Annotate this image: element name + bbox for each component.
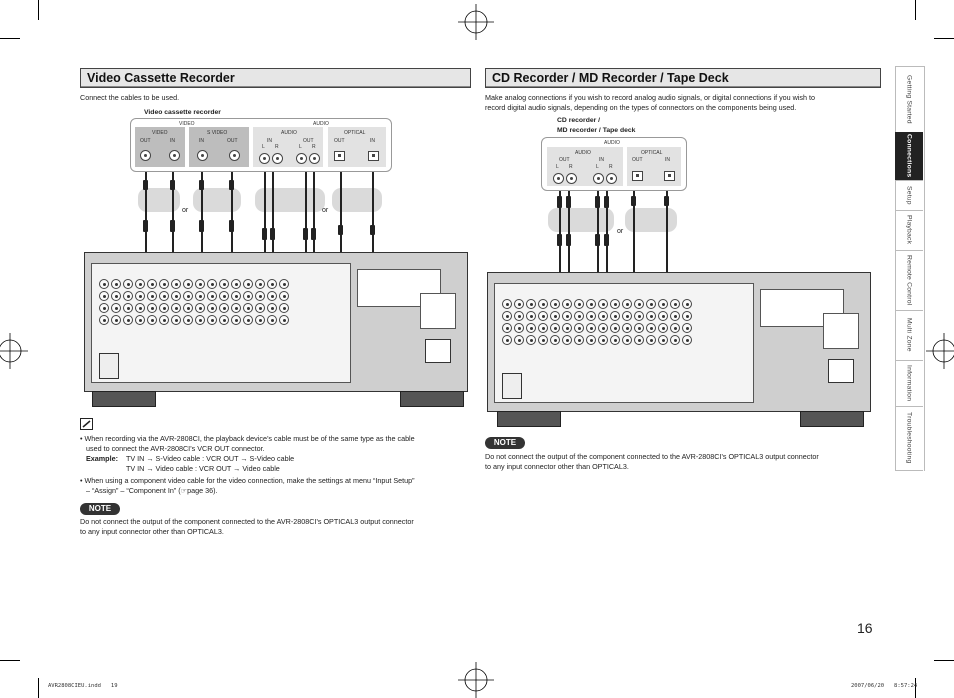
in-label: IN (267, 138, 272, 144)
r-label: R (569, 164, 573, 170)
s-video-label: S VIDEO (207, 130, 228, 136)
out-label: OUT (334, 138, 345, 144)
example-label: Example: (86, 454, 118, 463)
plug (311, 228, 316, 240)
note-right-line-1: Do not connect the output of the component connected to the AVR-2808CI’s OPTICAL3 output connector (485, 452, 819, 461)
l-label: L (556, 164, 559, 170)
plug (566, 196, 571, 208)
example-line-2: TV IN → Video cable : VCR OUT → Video cable (126, 464, 280, 473)
video-out-jack (140, 150, 151, 161)
receiver-foot (497, 411, 561, 427)
plug (595, 234, 600, 246)
cd-rear-panel (541, 137, 687, 191)
cd-audio-jack-box (547, 147, 623, 186)
audio-group-label: AUDIO (604, 140, 620, 146)
out-label: OUT (227, 138, 238, 144)
tab-multi-zone[interactable] (895, 310, 923, 361)
receiver-foot (400, 391, 464, 407)
note-right-line-2: to any input connector other than OPTICAL3. (485, 462, 629, 471)
crop-mark (0, 660, 20, 661)
plug (199, 180, 204, 190)
plug (170, 180, 175, 190)
optical-in-connector (368, 151, 379, 161)
out-label: OUT (632, 157, 643, 163)
or-label-audio: or (322, 207, 329, 214)
footer-timestamp: 2007/06/20 8:57:24 (851, 683, 918, 689)
cd-audio-in-r-jack (606, 173, 617, 184)
vcr-rear-panel (130, 118, 392, 172)
registration-mark-bottom (458, 662, 494, 698)
plug (370, 225, 375, 235)
l-label: L (299, 144, 302, 150)
svideo-out-jack (229, 150, 240, 161)
cable (340, 172, 342, 252)
r-label: R (312, 144, 316, 150)
plug (270, 228, 275, 240)
audio-jack-box (253, 127, 323, 167)
plug (303, 228, 308, 240)
plug (595, 196, 600, 208)
r-label: R (275, 144, 279, 150)
optical-out-connector (334, 151, 345, 161)
registration-mark-top (458, 4, 494, 40)
note-left-line-2: to any input connector other than OPTICAL3. (80, 527, 224, 536)
out-label: OUT (140, 138, 151, 144)
tab-information[interactable] (895, 360, 923, 407)
l-label: L (262, 144, 265, 150)
tab-label: Playback (905, 215, 913, 245)
note-badge-right: NOTE (485, 437, 525, 449)
receiver-foot (800, 411, 864, 427)
out-label: OUT (303, 138, 314, 144)
r-label: R (609, 164, 613, 170)
optical-jack-box (328, 127, 386, 167)
crop-mark (38, 0, 39, 20)
bullet-2-line-2: – “Assign” – “Component In” (☞page 36). (86, 486, 218, 495)
tab-label: Multi Zone (905, 318, 913, 352)
video-jack-box (135, 127, 185, 167)
tab-label: Information (905, 364, 913, 402)
plug (143, 180, 148, 190)
section-title-vcr: Video Cassette Recorder (80, 68, 471, 88)
cd-audio-out-r-jack (566, 173, 577, 184)
audio-in-r-jack (272, 153, 283, 164)
example-line-1: TV IN → S-Video cable : VCR OUT → S-Video cable (126, 454, 295, 463)
speaker-switch-block (420, 293, 456, 329)
audio-out-r-jack (309, 153, 320, 164)
plug (229, 180, 234, 190)
plug (566, 234, 571, 246)
page-number: 16 (857, 620, 873, 636)
crop-mark (915, 0, 916, 20)
plug (170, 220, 175, 232)
crop-mark (934, 660, 954, 661)
vcr-device-label: Video cassette recorder (144, 109, 221, 116)
audio-label: AUDIO (575, 150, 591, 156)
receiver-foot (92, 391, 156, 407)
cable (313, 172, 315, 252)
tab-remote-control[interactable] (895, 250, 923, 311)
receiver-jack-grid (502, 299, 692, 345)
or-label-right: or (617, 228, 624, 235)
tab-connections[interactable] (895, 132, 923, 181)
svideo-in-jack (197, 150, 208, 161)
cd-optical-jack-box (627, 147, 681, 186)
tab-getting-started[interactable] (895, 66, 923, 133)
receiver-rear-panel-left (84, 252, 468, 392)
receiver-jack-grid (99, 279, 289, 325)
bullet-1-line-2: used to connect the AVR-2808CI’s VCR OUT connector. (86, 444, 265, 453)
tab-label: Setup (905, 185, 913, 205)
video-label: VIDEO (152, 130, 168, 136)
optical-label: OPTICAL (344, 130, 366, 136)
tab-setup[interactable] (895, 180, 923, 211)
note-badge-left: NOTE (80, 503, 120, 515)
crop-mark (934, 38, 954, 39)
bullet-2-line-1: • When using a component video cable for the video connection, make the settings at menu “Input Setup” (80, 476, 415, 485)
cd-intro-line-1: Make analog connections if you wish to record analog audio signals, or digital connections if you wish to (485, 93, 816, 102)
crop-mark (38, 678, 39, 698)
plug (143, 220, 148, 232)
cd-audio-out-l-jack (553, 173, 564, 184)
receiver-rear-panel-right (487, 272, 871, 412)
cd-optical-in-connector (664, 171, 675, 181)
cable (305, 172, 307, 252)
cable (372, 172, 374, 252)
ac-inlet (828, 359, 854, 383)
out-label: OUT (559, 157, 570, 163)
video-in-jack (169, 150, 180, 161)
audio-out-l-jack (296, 153, 307, 164)
tab-troubleshooting[interactable] (895, 406, 923, 471)
audio-group-label: AUDIO (313, 121, 329, 127)
tab-label: Troubleshooting (905, 412, 913, 464)
cd-intro-line-2: record digital audio signals, depending on the types of connectors on the components being used. (485, 103, 797, 112)
cd-optical-out-connector (632, 171, 643, 181)
in-label: IN (370, 138, 375, 144)
rs232c-port (502, 373, 522, 399)
plug (631, 196, 636, 206)
registration-mark-right (926, 333, 954, 369)
tab-label: Remote Control (905, 254, 913, 306)
cable (272, 172, 274, 252)
svideo-jack-box (189, 127, 249, 167)
plug (604, 196, 609, 208)
rs232c-port (99, 353, 119, 379)
plug (229, 220, 234, 232)
pencil-memo-icon (80, 418, 93, 430)
tab-label: Connections (905, 134, 913, 178)
tab-label: Getting Started (905, 74, 913, 124)
cable (264, 172, 266, 252)
video-group-label: VIDEO (179, 121, 195, 127)
in-label: IN (665, 157, 670, 163)
note-left-line-1: Do not connect the output of the component connected to the AVR-2808CI’s OPTICAL3 output connector (80, 517, 414, 526)
crop-mark (0, 38, 20, 39)
cd-audio-in-l-jack (593, 173, 604, 184)
plug (557, 196, 562, 208)
plug (664, 196, 669, 206)
optical-label: OPTICAL (641, 150, 663, 156)
cable-group-analog (548, 208, 614, 232)
plug (338, 225, 343, 235)
cd-device-label-2: MD recorder / Tape deck (557, 127, 636, 134)
speaker-switch-block (823, 313, 859, 349)
in-label: IN (599, 157, 604, 163)
ac-inlet (425, 339, 451, 363)
in-label: IN (170, 138, 175, 144)
plug (199, 220, 204, 232)
footer-filename: AVR2808CIEU.indd 19 (48, 683, 118, 689)
or-label-video: or (182, 207, 189, 214)
bullet-1-line-1: • When recording via the AVR-2808CI, the playback device’s cable must be of the same type as the cable (80, 434, 415, 443)
in-label: IN (199, 138, 204, 144)
audio-in-l-jack (259, 153, 270, 164)
plug (262, 228, 267, 240)
plug (557, 234, 562, 246)
tab-playback[interactable] (895, 210, 923, 251)
plug (604, 234, 609, 246)
section-title-cd-md-tape: CD Recorder / MD Recorder / Tape Deck (485, 68, 881, 88)
registration-mark-left (0, 333, 28, 369)
audio-label: AUDIO (281, 130, 297, 136)
vcr-intro-text: Connect the cables to be used. (80, 93, 180, 102)
l-label: L (596, 164, 599, 170)
cd-device-label-1: CD recorder / (557, 117, 601, 124)
